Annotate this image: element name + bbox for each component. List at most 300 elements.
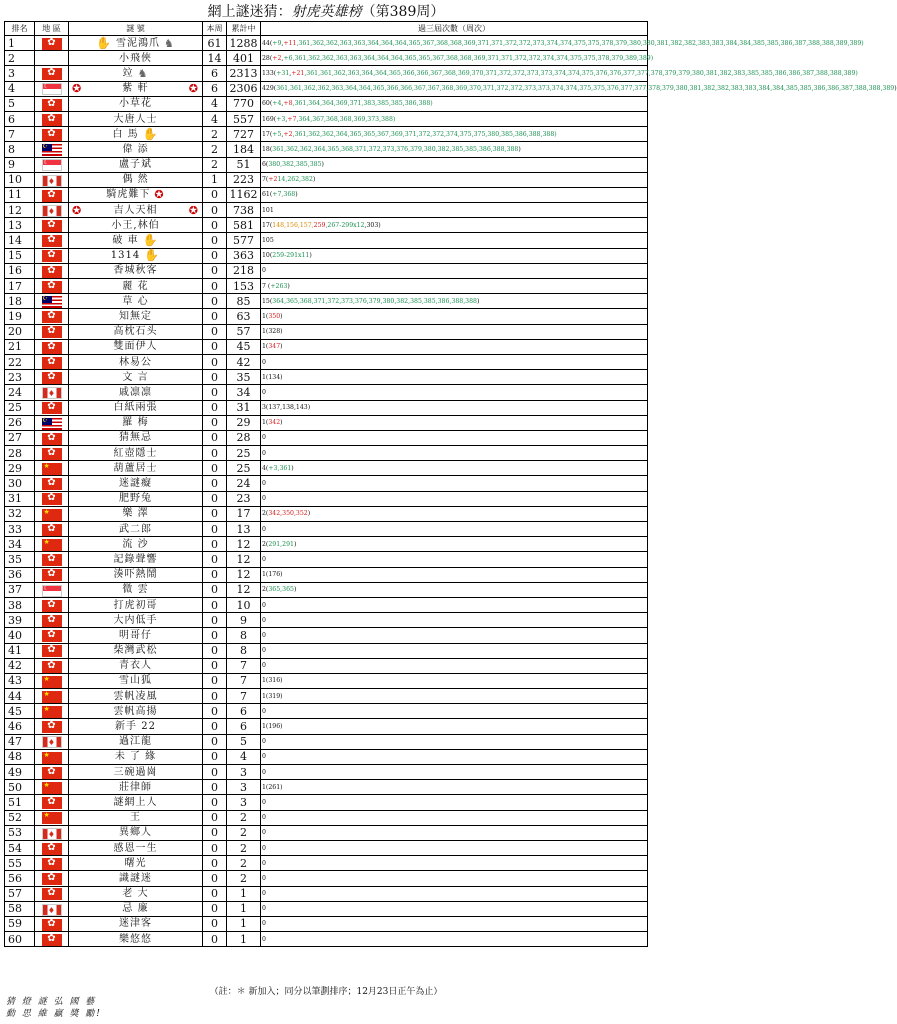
hand-icon: ✋ bbox=[96, 35, 113, 50]
rank-cell: 33 bbox=[5, 522, 35, 537]
leaderboard-table bbox=[4, 21, 897, 947]
total-count-cell: 153 bbox=[227, 279, 261, 294]
history-cell bbox=[261, 765, 648, 780]
header-week: 本周 bbox=[203, 22, 227, 36]
week-count-cell: 0 bbox=[203, 522, 227, 537]
name-wrap bbox=[69, 766, 202, 779]
history-segment: 1(328) bbox=[262, 328, 283, 336]
week-count-cell: 0 bbox=[203, 233, 227, 248]
history-cell bbox=[261, 96, 648, 111]
player-name: 林易公 bbox=[119, 356, 152, 368]
history-cell bbox=[261, 370, 648, 385]
rank-cell: 54 bbox=[5, 840, 35, 855]
canada-flag-icon bbox=[42, 387, 62, 399]
history-cell bbox=[261, 734, 648, 749]
hong-kong-flag-icon bbox=[42, 858, 62, 870]
table-row bbox=[5, 370, 648, 385]
hong-kong-flag-icon bbox=[42, 630, 62, 642]
player-name: 湊吓熱鬧 bbox=[113, 569, 158, 581]
region-cell bbox=[35, 324, 69, 339]
total-count-cell: 184 bbox=[227, 142, 261, 157]
history-segment: 429( bbox=[262, 85, 277, 93]
week-count-cell: 0 bbox=[203, 476, 227, 491]
history-segment: ) bbox=[280, 419, 283, 427]
table-row bbox=[5, 324, 648, 339]
name-wrap bbox=[69, 52, 202, 65]
table-row bbox=[5, 628, 648, 643]
player-name: 1314 bbox=[110, 250, 141, 262]
name-wrap bbox=[69, 234, 202, 247]
region-cell bbox=[35, 552, 69, 567]
history-segment: 0 bbox=[262, 753, 266, 761]
history-cell bbox=[261, 856, 648, 871]
week-count-cell: 0 bbox=[203, 780, 227, 795]
name-wrap bbox=[69, 431, 202, 444]
name-wrap bbox=[69, 690, 202, 703]
week-count-cell: 0 bbox=[203, 491, 227, 506]
history-segment: ) bbox=[307, 510, 311, 518]
history-cell bbox=[261, 658, 648, 673]
rank-cell: 19 bbox=[5, 309, 35, 324]
total-count-cell: 17 bbox=[227, 506, 261, 521]
singapore-flag-icon bbox=[42, 585, 62, 597]
total-count-cell: 6 bbox=[227, 704, 261, 719]
region-cell bbox=[35, 446, 69, 461]
table-row bbox=[5, 430, 648, 445]
player-name: 三碗過崗 bbox=[113, 766, 158, 778]
header-rank: 排名 bbox=[5, 22, 35, 36]
hong-kong-flag-icon bbox=[42, 433, 62, 445]
week-count-cell: 0 bbox=[203, 871, 227, 886]
total-count-cell: 2 bbox=[227, 825, 261, 840]
history-segment: ,361,362,362,363,363,364,364,364,365,365,367,368,368,369,371,371,372,372,374,374,375,375,378,379,389,389) bbox=[292, 54, 654, 62]
hong-kong-flag-icon bbox=[42, 235, 62, 247]
slogan-line-2: 動 思 維 贏 獎 勵! bbox=[6, 1009, 102, 1019]
region-cell bbox=[35, 279, 69, 294]
total-count-cell: 577 bbox=[227, 233, 261, 248]
history-segment: 259 bbox=[313, 221, 326, 229]
name-cell bbox=[69, 840, 203, 855]
region-cell bbox=[35, 689, 69, 704]
name-cell bbox=[69, 871, 203, 886]
table-row bbox=[5, 765, 648, 780]
player-name: 草 心 bbox=[122, 295, 149, 307]
total-count-cell: 23 bbox=[227, 491, 261, 506]
table-row bbox=[5, 795, 648, 810]
name-cell bbox=[69, 643, 203, 658]
name-wrap bbox=[69, 356, 202, 369]
region-cell bbox=[35, 96, 69, 111]
name-wrap bbox=[69, 644, 202, 657]
week-count-cell: 0 bbox=[203, 932, 227, 947]
player-name: 雪山狐 bbox=[119, 675, 152, 687]
history-segment: +11 bbox=[283, 39, 297, 47]
name-cell bbox=[69, 567, 203, 582]
name-cell bbox=[69, 279, 203, 294]
table-row bbox=[5, 552, 648, 567]
week-count-cell: 0 bbox=[203, 537, 227, 552]
history-cell bbox=[261, 522, 648, 537]
history-cell bbox=[261, 430, 648, 445]
week-count-cell: 0 bbox=[203, 628, 227, 643]
hong-kong-flag-icon bbox=[42, 478, 62, 490]
star-badge-icon: ✪ bbox=[188, 82, 199, 96]
player-name: 偶 然 bbox=[122, 174, 149, 186]
player-name: 忌 廉 bbox=[122, 903, 149, 915]
history-segment: +21 bbox=[291, 69, 305, 77]
week-count-cell: 0 bbox=[203, 886, 227, 901]
name-wrap bbox=[69, 37, 202, 50]
total-count-cell: 581 bbox=[227, 218, 261, 233]
china-flag-icon bbox=[42, 539, 62, 551]
history-segment: ) bbox=[476, 297, 480, 305]
name-cell bbox=[69, 582, 203, 597]
history-segment: 342 bbox=[268, 419, 281, 427]
rank-cell: 16 bbox=[5, 263, 35, 278]
history-segment: 0 bbox=[262, 738, 266, 746]
table-row bbox=[5, 446, 648, 461]
history-segment: 14,262,382 bbox=[277, 176, 313, 184]
table-row bbox=[5, 279, 648, 294]
total-count-cell: 8 bbox=[227, 643, 261, 658]
hong-kong-flag-icon bbox=[42, 919, 62, 931]
region-cell bbox=[35, 385, 69, 400]
total-count-cell: 12 bbox=[227, 537, 261, 552]
history-cell bbox=[261, 324, 648, 339]
history-cell bbox=[261, 901, 648, 916]
rank-cell: 52 bbox=[5, 810, 35, 825]
rank-cell: 40 bbox=[5, 628, 35, 643]
player-name: 雲帆凌風 bbox=[113, 690, 158, 702]
history-segment: 1( bbox=[262, 419, 269, 427]
name-cell bbox=[69, 339, 203, 354]
week-count-cell: 14 bbox=[203, 51, 227, 66]
table-row bbox=[5, 537, 648, 552]
rank-cell: 35 bbox=[5, 552, 35, 567]
name-wrap bbox=[69, 933, 202, 946]
region-cell bbox=[35, 886, 69, 901]
history-segment: 1(196) bbox=[262, 723, 283, 731]
history-segment: 1(134) bbox=[262, 373, 283, 381]
table-row bbox=[5, 142, 648, 157]
region-cell bbox=[35, 643, 69, 658]
history-segment: 1(316) bbox=[262, 677, 283, 685]
canada-flag-icon bbox=[42, 175, 62, 187]
history-cell bbox=[261, 218, 648, 233]
name-wrap bbox=[69, 401, 202, 414]
history-segment: 1( bbox=[262, 343, 269, 351]
total-count-cell: 2313 bbox=[227, 66, 261, 81]
name-wrap bbox=[69, 219, 202, 232]
history-cell bbox=[261, 339, 648, 354]
player-name: 異鄉人 bbox=[119, 827, 152, 839]
name-wrap bbox=[69, 917, 202, 930]
region-cell bbox=[35, 157, 69, 172]
name-wrap bbox=[69, 264, 202, 277]
name-wrap bbox=[69, 82, 202, 95]
history-segment: +7 bbox=[287, 115, 297, 123]
week-count-cell: 1 bbox=[203, 172, 227, 187]
name-cell bbox=[69, 476, 203, 491]
rank-cell: 7 bbox=[5, 127, 35, 142]
history-cell bbox=[261, 187, 648, 202]
name-wrap bbox=[69, 67, 202, 80]
total-count-cell: 34 bbox=[227, 385, 261, 400]
history-segment: 0 bbox=[262, 707, 266, 715]
name-cell bbox=[69, 218, 203, 233]
history-segment: 0 bbox=[262, 388, 266, 396]
total-count-cell: 1 bbox=[227, 916, 261, 931]
region-cell bbox=[35, 172, 69, 187]
history-segment: 0 bbox=[262, 798, 266, 806]
hong-kong-flag-icon bbox=[42, 569, 62, 581]
region-cell bbox=[35, 613, 69, 628]
total-count-cell: 12 bbox=[227, 567, 261, 582]
table-row bbox=[5, 339, 648, 354]
rank-cell: 22 bbox=[5, 354, 35, 369]
name-wrap bbox=[69, 310, 202, 323]
name-cell bbox=[69, 51, 203, 66]
hong-kong-flag-icon bbox=[42, 372, 62, 384]
rank-cell: 56 bbox=[5, 871, 35, 886]
name-wrap bbox=[69, 781, 202, 794]
name-cell bbox=[69, 658, 203, 673]
history-cell bbox=[261, 780, 648, 795]
rank-cell: 38 bbox=[5, 597, 35, 612]
player-name: 小草花 bbox=[119, 98, 152, 110]
name-wrap bbox=[69, 340, 202, 353]
table-row bbox=[5, 248, 648, 263]
region-cell bbox=[35, 111, 69, 126]
history-segment: 18( bbox=[262, 145, 273, 153]
region-cell bbox=[35, 597, 69, 612]
hong-kong-flag-icon bbox=[42, 402, 62, 414]
history-segment: ) bbox=[291, 464, 294, 472]
history-segment: ) bbox=[280, 312, 283, 320]
history-segment: +3,361 bbox=[268, 464, 292, 472]
player-name: 過江龍 bbox=[119, 736, 152, 748]
table-row bbox=[5, 203, 648, 218]
player-name: 青衣人 bbox=[119, 660, 152, 672]
rank-cell: 12 bbox=[5, 203, 35, 218]
rank-cell: 26 bbox=[5, 415, 35, 430]
table-row bbox=[5, 263, 648, 278]
history-cell bbox=[261, 279, 648, 294]
rank-cell: 45 bbox=[5, 704, 35, 719]
hand-icon: ✋ bbox=[142, 126, 159, 141]
table-row bbox=[5, 522, 648, 537]
name-cell bbox=[69, 203, 203, 218]
history-segment: ) bbox=[518, 145, 521, 153]
hong-kong-flag-icon bbox=[42, 190, 62, 202]
name-wrap bbox=[69, 583, 202, 596]
history-segment: +7,368 bbox=[272, 191, 296, 199]
region-cell bbox=[35, 51, 69, 66]
history-segment: , bbox=[289, 69, 292, 77]
name-cell bbox=[69, 491, 203, 506]
week-count-cell: 0 bbox=[203, 840, 227, 855]
history-segment: 361,361,362,362,363,364,364,365,366,366,367,367,368,369,370,371,372,372,373,373,374,374,375,375,376,377,377,378,379,380,381,382,382,383,383,384,384,385,385,386,386,387,388,388,389 bbox=[276, 85, 895, 93]
name-cell bbox=[69, 263, 203, 278]
total-count-cell: 5 bbox=[227, 734, 261, 749]
player-name: 未 了 緣 bbox=[114, 751, 157, 763]
name-cell bbox=[69, 522, 203, 537]
name-wrap bbox=[69, 386, 202, 399]
rank-cell: 59 bbox=[5, 916, 35, 931]
history-segment: 0 bbox=[262, 920, 266, 928]
rank-cell: 36 bbox=[5, 567, 35, 582]
name-cell bbox=[69, 749, 203, 764]
week-count-cell: 0 bbox=[203, 749, 227, 764]
name-wrap bbox=[69, 523, 202, 536]
table-row bbox=[5, 157, 648, 172]
hong-kong-flag-icon bbox=[42, 250, 62, 262]
rank-cell: 41 bbox=[5, 643, 35, 658]
region-cell bbox=[35, 81, 69, 96]
total-count-cell: 2 bbox=[227, 810, 261, 825]
name-cell bbox=[69, 309, 203, 324]
table-row bbox=[5, 218, 648, 233]
history-segment: 0 bbox=[262, 935, 266, 943]
table-row bbox=[5, 66, 648, 81]
week-count-cell: 0 bbox=[203, 916, 227, 931]
player-name: 竝 bbox=[122, 67, 134, 79]
singapore-flag-icon bbox=[42, 83, 62, 95]
header-region: 地 區 bbox=[35, 22, 69, 36]
history-cell bbox=[261, 36, 864, 51]
rank-cell: 48 bbox=[5, 749, 35, 764]
name-cell bbox=[69, 932, 203, 947]
name-cell bbox=[69, 111, 203, 126]
history-cell bbox=[261, 354, 648, 369]
region-cell bbox=[35, 780, 69, 795]
total-count-cell: 363 bbox=[227, 248, 261, 263]
malaysia-flag-icon bbox=[42, 144, 62, 156]
history-segment: 17( bbox=[262, 130, 273, 138]
player-name: 大内低手 bbox=[113, 614, 158, 626]
rank-cell: 58 bbox=[5, 901, 35, 916]
player-name: 紅壺隱士 bbox=[113, 447, 158, 459]
history-segment: 0 bbox=[262, 480, 266, 488]
hand-icon: ✋ bbox=[144, 248, 161, 263]
rank-cell: 6 bbox=[5, 111, 35, 126]
week-count-cell: 0 bbox=[203, 385, 227, 400]
table-row bbox=[5, 415, 648, 430]
player-name: 迷津客 bbox=[119, 918, 152, 930]
history-segment: 10( bbox=[262, 252, 273, 260]
table-row bbox=[5, 172, 648, 187]
total-count-cell: 1 bbox=[227, 901, 261, 916]
history-segment: 347 bbox=[268, 343, 281, 351]
name-wrap bbox=[69, 97, 202, 110]
history-segment: 1(319) bbox=[262, 692, 283, 700]
region-cell bbox=[35, 430, 69, 445]
history-segment: 0 bbox=[262, 525, 266, 533]
name-cell bbox=[69, 233, 203, 248]
history-segment: ,364,367,368,368,369,373,388) bbox=[296, 115, 396, 123]
table-row bbox=[5, 506, 648, 521]
history-segment: +4 bbox=[272, 100, 282, 108]
history-cell bbox=[261, 932, 648, 947]
week-count-cell: 0 bbox=[203, 810, 227, 825]
total-count-cell: 9 bbox=[227, 613, 261, 628]
history-segment: 0 bbox=[262, 616, 266, 624]
rank-cell: 9 bbox=[5, 157, 35, 172]
history-cell bbox=[261, 628, 648, 643]
name-wrap bbox=[69, 720, 202, 733]
history-cell bbox=[261, 309, 648, 324]
week-count-cell: 0 bbox=[203, 279, 227, 294]
history-segment: 60( bbox=[262, 100, 273, 108]
player-name: 戚凛凛 bbox=[119, 386, 152, 398]
week-count-cell: 4 bbox=[203, 96, 227, 111]
history-segment: ) bbox=[287, 282, 290, 290]
name-wrap bbox=[69, 325, 202, 338]
hong-kong-flag-icon bbox=[42, 888, 62, 900]
total-count-cell: 25 bbox=[227, 446, 261, 461]
history-cell bbox=[261, 582, 648, 597]
history-segment: +2 bbox=[272, 54, 282, 62]
player-name: 流 沙 bbox=[122, 538, 149, 550]
total-count-cell: 12 bbox=[227, 552, 261, 567]
hong-kong-flag-icon bbox=[42, 615, 62, 627]
total-count-cell: 42 bbox=[227, 354, 261, 369]
player-name: 盧子斌 bbox=[119, 159, 152, 171]
total-count-cell: 45 bbox=[227, 339, 261, 354]
table-row bbox=[5, 734, 648, 749]
rank-cell: 42 bbox=[5, 658, 35, 673]
history-cell bbox=[261, 446, 648, 461]
name-cell bbox=[69, 506, 203, 521]
player-name: 白紙兩張 bbox=[113, 402, 158, 414]
hong-kong-flag-icon bbox=[42, 311, 62, 323]
china-flag-icon bbox=[42, 463, 62, 475]
region-cell bbox=[35, 810, 69, 825]
name-cell bbox=[69, 187, 203, 202]
header-total: 累計中 bbox=[227, 22, 261, 36]
slogan-line-1: 猜 燈 謎 弘 國 藝 bbox=[6, 997, 97, 1007]
region-cell bbox=[35, 415, 69, 430]
history-cell bbox=[261, 476, 648, 491]
history-segment: 169( bbox=[262, 115, 277, 123]
rank-cell: 53 bbox=[5, 825, 35, 840]
rank-cell: 32 bbox=[5, 506, 35, 521]
history-segment: +6 bbox=[283, 54, 293, 62]
name-cell bbox=[69, 704, 203, 719]
name-wrap bbox=[69, 173, 202, 186]
history-segment: ,361,364,364,369,371,383,385,385,386,388) bbox=[292, 100, 433, 108]
china-flag-icon bbox=[42, 676, 62, 688]
table-row bbox=[5, 96, 648, 111]
history-segment: , bbox=[281, 39, 284, 47]
rank-cell: 24 bbox=[5, 385, 35, 400]
total-count-cell: 2 bbox=[227, 840, 261, 855]
table-row bbox=[5, 643, 648, 658]
region-cell bbox=[35, 795, 69, 810]
total-count-cell: 35 bbox=[227, 370, 261, 385]
week-count-cell: 6 bbox=[203, 66, 227, 81]
name-cell bbox=[69, 248, 203, 263]
rank-cell: 10 bbox=[5, 172, 35, 187]
history-segment: 0 bbox=[262, 647, 266, 655]
china-flag-icon bbox=[42, 752, 62, 764]
total-count-cell: 7 bbox=[227, 689, 261, 704]
rank-cell: 51 bbox=[5, 795, 35, 810]
name-wrap bbox=[69, 538, 202, 551]
name-wrap bbox=[69, 750, 202, 763]
total-count-cell: 29 bbox=[227, 415, 261, 430]
hong-kong-flag-icon bbox=[42, 645, 62, 657]
